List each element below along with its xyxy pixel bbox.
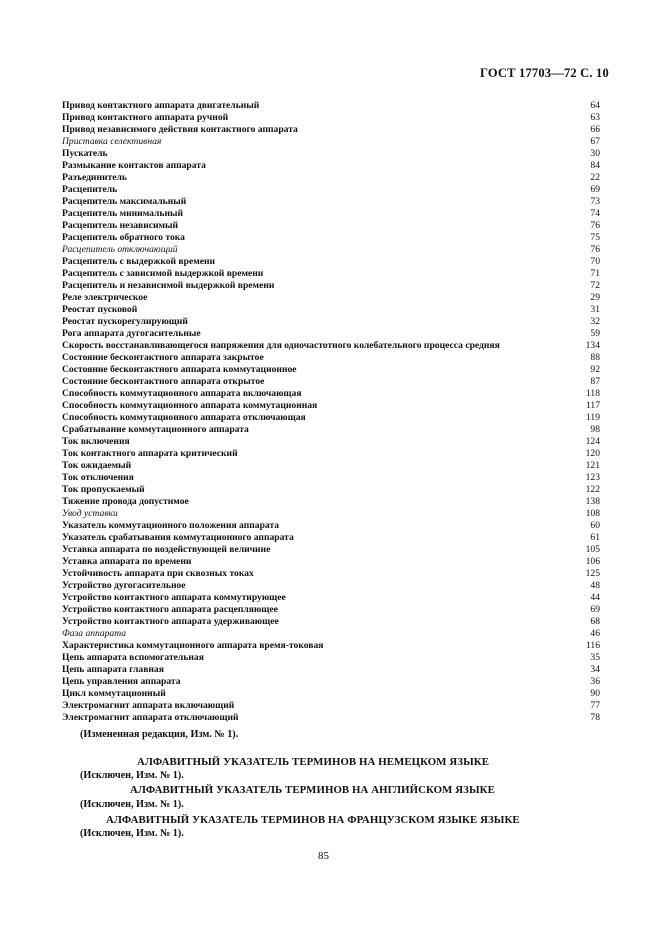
term-index (62, 100, 600, 724)
index-term: Приставка селективная (62, 136, 162, 147)
index-row (62, 568, 600, 580)
index-row (62, 292, 600, 304)
index-term: Реостат пускорегулирующий (62, 316, 188, 327)
index-term: Тяжение провода допустимое (62, 496, 189, 507)
index-row (62, 544, 600, 556)
index-term: Ток отключения (62, 472, 134, 483)
index-term: Способность коммутационного аппарата отключающая (62, 412, 306, 423)
index-term: Электромагнит аппарата отключающий (62, 712, 239, 723)
index-term: Расцепитель и независимой выдержкой времени (62, 280, 275, 291)
index-term: Расцепитель минимальный (62, 208, 184, 219)
index-term: Ток контактного аппарата критический (62, 448, 238, 459)
index-row (62, 448, 600, 460)
index-row (62, 556, 600, 568)
index-page-number: 98 (590, 424, 600, 435)
french-index-heading: АЛФАВИТНЫЙ УКАЗАТЕЛЬ ТЕРМИНОВ НА ФРАНЦУЗСКОМ ЯЗЫКЕ ЯЗЫКЕ (106, 814, 520, 826)
index-row (62, 208, 600, 220)
index-page-number: 66 (590, 124, 600, 135)
index-term: Устойчивость аппарата при сквозных токах (62, 568, 254, 579)
index-row (62, 304, 600, 316)
document-header: ГОСТ 17703—72 С. 10 (480, 66, 609, 80)
index-term: Расцепитель (62, 184, 118, 195)
index-row (62, 160, 600, 172)
index-page-number: 64 (590, 100, 600, 111)
index-row (62, 508, 600, 520)
index-page-number: 70 (590, 256, 600, 267)
index-page-number: 44 (590, 592, 600, 603)
index-term: Состояние бесконтактного аппарата закрытое (62, 352, 264, 363)
index-page-number: 76 (590, 220, 600, 231)
index-row (62, 472, 600, 484)
index-page-number: 71 (590, 268, 600, 279)
index-term: Пускатель (62, 148, 108, 159)
index-term: Разъединитель (62, 172, 127, 183)
index-term: Ток включения (62, 436, 130, 447)
index-row (62, 232, 600, 244)
index-term: Увод уставки (62, 508, 118, 519)
index-row (62, 496, 600, 508)
index-row (62, 328, 600, 340)
index-page-number: 123 (585, 472, 600, 483)
index-row (62, 268, 600, 280)
index-row (62, 196, 600, 208)
index-page-number: 22 (590, 172, 600, 183)
index-row (62, 376, 600, 388)
index-page-number: 116 (585, 640, 600, 651)
index-term: Состояние бесконтактного аппарата коммутационное (62, 364, 297, 375)
index-page-number: 67 (590, 136, 600, 147)
index-row (62, 652, 600, 664)
index-term: Цикл коммутационный (62, 688, 166, 699)
index-page-number: 120 (585, 448, 600, 459)
index-page-number: 124 (585, 436, 600, 447)
index-row (62, 712, 600, 724)
index-row (62, 100, 600, 112)
index-term: Устройство дугогасительное (62, 580, 186, 591)
index-row (62, 412, 600, 424)
index-row (62, 604, 600, 616)
index-page-number: 78 (590, 712, 600, 723)
index-term: Срабатывание коммутационного аппарата (62, 424, 249, 435)
index-row (62, 352, 600, 364)
index-term: Расцепитель с выдержкой времени (62, 256, 216, 267)
index-row (62, 124, 600, 136)
index-page-number: 69 (590, 184, 600, 195)
index-term: Расцепитель отключающий (62, 244, 178, 255)
index-page-number: 61 (590, 532, 600, 543)
index-page-number: 138 (585, 496, 600, 507)
index-term: Состояние бесконтактного аппарата открытое (62, 376, 265, 387)
index-row (62, 244, 600, 256)
index-term: Расцепитель с зависимой выдержкой времени (62, 268, 264, 279)
index-page-number: 122 (585, 484, 600, 495)
index-page-number: 125 (585, 568, 600, 579)
index-row (62, 460, 600, 472)
index-row (62, 676, 600, 688)
index-term: Расцепитель максимальный (62, 196, 187, 207)
index-page-number: 63 (590, 112, 600, 123)
index-term: Способность коммутационного аппарата включающая (62, 388, 302, 399)
index-page-number: 84 (590, 160, 600, 171)
index-page-number: 36 (590, 676, 600, 687)
english-excluded-note: (Исключен, Изм. № 1). (80, 799, 184, 810)
index-row (62, 616, 600, 628)
index-row (62, 220, 600, 232)
index-row (62, 484, 600, 496)
index-page-number: 34 (590, 664, 600, 675)
index-row (62, 316, 600, 328)
index-term: Расцепитель обратного тока (62, 232, 185, 243)
index-page-number: 60 (590, 520, 600, 531)
index-row (62, 112, 600, 124)
index-row (62, 628, 600, 640)
index-term: Ток ожидаемый (62, 460, 132, 471)
german-excluded-note: (Исключен, Изм. № 1). (80, 770, 184, 781)
index-page-number: 59 (590, 328, 600, 339)
index-row (62, 640, 600, 652)
index-row (62, 136, 600, 148)
index-page-number: 73 (590, 196, 600, 207)
revision-note: (Измененная редакция, Изм. № 1). (80, 729, 239, 740)
index-page-number: 105 (585, 544, 600, 555)
index-term: Электромагнит аппарата включающий (62, 700, 235, 711)
index-row (62, 340, 600, 352)
index-term: Цепь управления аппарата (62, 676, 181, 687)
index-term: Реле электрическое (62, 292, 148, 303)
index-row (62, 700, 600, 712)
index-row (62, 364, 600, 376)
index-row (62, 520, 600, 532)
index-term: Рога аппарата дугогасительные (62, 328, 201, 339)
index-row (62, 280, 600, 292)
index-page-number: 72 (590, 280, 600, 291)
index-row (62, 256, 600, 268)
index-page-number: 106 (585, 556, 600, 567)
index-term: Фаза аппарата (62, 628, 127, 639)
index-page-number: 108 (585, 508, 600, 519)
index-page-number: 121 (585, 460, 600, 471)
index-page-number: 87 (590, 376, 600, 387)
index-term: Уставка аппарата по воздействующей величине (62, 544, 271, 555)
index-term: Устройство контактного аппарата удерживающее (62, 616, 279, 627)
index-page-number: 119 (585, 412, 600, 423)
index-term: Скорость восстанавливающегося напряжения для одночастотного колебательного процесса средняя (62, 340, 500, 351)
index-term: Расцепитель независимый (62, 220, 179, 231)
index-page-number: 117 (585, 400, 600, 411)
index-term: Указатель срабатывания коммутационного аппарата (62, 532, 294, 543)
index-row (62, 664, 600, 676)
index-row (62, 424, 600, 436)
index-term: Устройство контактного аппарата коммутирующее (62, 592, 286, 603)
index-page-number: 76 (590, 244, 600, 255)
german-index-heading: АЛФАВИТНЫЙ УКАЗАТЕЛЬ ТЕРМИНОВ НА НЕМЕЦКОМ ЯЗЫКЕ (137, 756, 489, 768)
index-row (62, 532, 600, 544)
index-row (62, 580, 600, 592)
index-page-number: 32 (590, 316, 600, 327)
index-term: Привод контактного аппарата двигательный (62, 100, 260, 111)
english-index-heading: АЛФАВИТНЫЙ УКАЗАТЕЛЬ ТЕРМИНОВ НА АНГЛИЙСКОМ ЯЗЫКЕ (130, 784, 495, 796)
index-term: Ток пропускаемый (62, 484, 145, 495)
index-page-number: 29 (590, 292, 600, 303)
index-term: Размыкание контактов аппарата (62, 160, 206, 171)
index-row (62, 592, 600, 604)
index-page-number: 88 (590, 352, 600, 363)
index-row (62, 184, 600, 196)
index-page-number: 134 (585, 340, 600, 351)
index-term: Привод независимого действия контактного аппарата (62, 124, 298, 135)
index-row (62, 172, 600, 184)
index-term: Устройство контактного аппарата расцепляющее (62, 604, 278, 615)
index-row (62, 388, 600, 400)
index-row (62, 148, 600, 160)
index-page-number: 75 (590, 232, 600, 243)
index-page-number: 31 (590, 304, 600, 315)
index-page-number: 118 (585, 388, 600, 399)
index-term: Привод контактного аппарата ручной (62, 112, 229, 123)
index-term: Указатель коммутационного положения аппарата (62, 520, 280, 531)
index-page-number: 46 (590, 628, 600, 639)
index-page-number: 30 (590, 148, 600, 159)
index-page-number: 90 (590, 688, 600, 699)
index-term: Цепь аппарата главная (62, 664, 164, 675)
index-term: Характеристика коммутационного аппарата время-токовая (62, 640, 324, 651)
index-page-number: 92 (590, 364, 600, 375)
index-row (62, 436, 600, 448)
page-number: 85 (318, 850, 329, 862)
index-page-number: 69 (590, 604, 600, 615)
index-page-number: 77 (590, 700, 600, 711)
index-page-number: 74 (590, 208, 600, 219)
index-term: Реостат пусковой (62, 304, 138, 315)
index-term: Уставка аппарата по времени (62, 556, 192, 567)
index-page-number: 48 (590, 580, 600, 591)
index-term: Способность коммутационного аппарата коммутационная (62, 400, 318, 411)
index-term: Цепь аппарата вспомогательная (62, 652, 204, 663)
french-excluded-note: (Исключен, Изм. № 1). (80, 828, 184, 839)
index-page-number: 35 (590, 652, 600, 663)
index-row (62, 688, 600, 700)
index-row (62, 400, 600, 412)
index-page-number: 68 (590, 616, 600, 627)
